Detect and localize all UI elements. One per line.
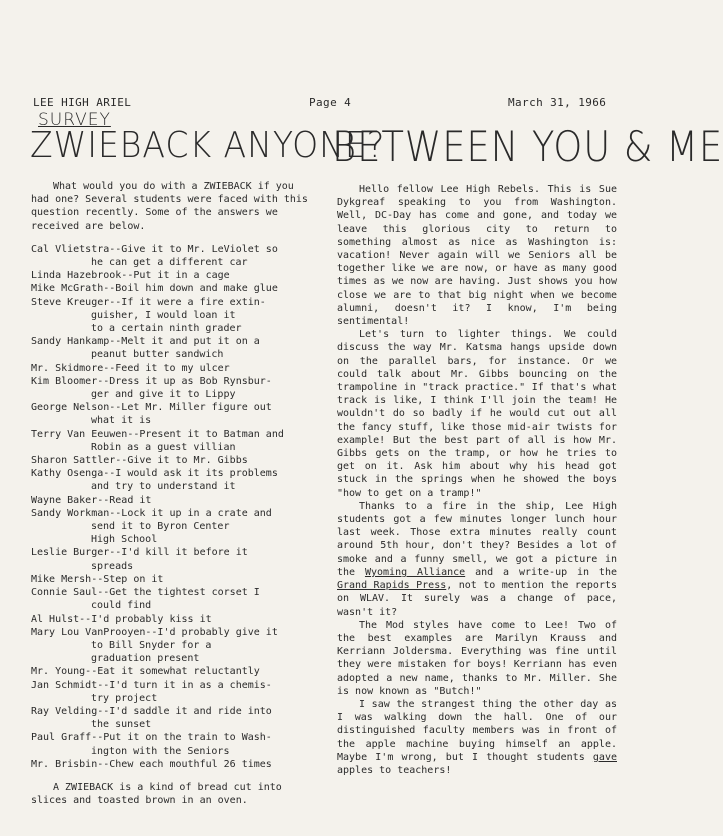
- p3-text-b: and a write-up in the: [465, 566, 617, 578]
- p3-text-c: , not to mention the reports on WLAV. It surely was a change of pace, wasn't it?: [337, 580, 618, 618]
- survey-answer-line: Terry Van Eeuwen--Present it to Batman and: [31, 428, 284, 440]
- survey-answer-continuation: could find: [91, 600, 152, 612]
- survey-answers: [31, 243, 311, 771]
- survey-answer-continuation: what it is: [91, 415, 152, 427]
- survey-answer: [31, 758, 311, 771]
- survey-answer-line: Jan Schmidt--I'd turn it in as a chemis-: [31, 679, 272, 691]
- survey-answer-line: Mary Lou VanProoyen--I'd probably give it: [31, 626, 278, 638]
- survey-answer-line: Linda Hazebrook--Put it in a cage: [31, 270, 230, 282]
- survey-answer: [31, 335, 311, 361]
- survey-answer-line: Leslie Burger--I'd kill it before it: [31, 547, 248, 559]
- survey-answer-continuation: graduation present: [91, 653, 200, 665]
- survey-answer-line: Mike Mersh--Step on it: [31, 573, 164, 585]
- wyoming-alliance-title: Wyoming Alliance: [364, 566, 466, 578]
- survey-answer-continuation: spreads: [91, 560, 134, 572]
- survey-kicker: SURVEY: [38, 110, 111, 130]
- survey-answer: [31, 282, 311, 295]
- article-paragraph-4: The Mod styles have come to Lee! Two of the best examples are Marilyn Krauss and Kerriann Joldersma. Everything was fine until they were mistaken for boys! Kerriann has even adopted a new name, thanks to Mr. Miller. She is now known as "Butch!": [337, 619, 617, 697]
- survey-answer-line: Sandy Workman--Lock it up in a crate and: [31, 507, 272, 519]
- survey-answer-line: Mr. Young--Eat it somewhat reluctantly: [31, 666, 260, 678]
- survey-answer: [31, 494, 311, 507]
- survey-answer-line: Mr. Skidmore--Feed it to my ulcer: [31, 362, 230, 374]
- survey-answer-line: Sandy Hankamp--Melt it and put it on a: [31, 336, 260, 348]
- survey-answer-line: George Nelson--Let Mr. Miller figure out: [31, 402, 272, 414]
- survey-answer-continuation: the sunset: [91, 719, 152, 731]
- p5-emphasis: gave: [592, 751, 617, 763]
- masthead-title: LEE HIGH ARIEL: [33, 96, 132, 109]
- survey-answer: [31, 296, 311, 336]
- survey-answer: [31, 269, 311, 282]
- survey-answer-continuation: Robin as a guest villian: [91, 441, 236, 453]
- survey-answer-line: Steve Kreuger--If it were a fire extin-: [31, 296, 266, 308]
- survey-answer: [31, 665, 311, 678]
- left-headline: ZWIEBACK ANYONE?: [30, 125, 386, 166]
- right-headline: BETWEEN YOU & ME: [332, 122, 723, 171]
- survey-answer-continuation: ger and give it to Lippy: [91, 389, 236, 401]
- survey-answer: [31, 507, 311, 547]
- survey-answer: [31, 731, 311, 757]
- survey-answer-line: Cal Vlietstra--Give it to Mr. LeViolet so: [31, 243, 278, 255]
- survey-answer: [31, 401, 311, 427]
- survey-answer-line: Mike McGrath--Boil him down and make glue: [31, 283, 278, 295]
- survey-answer-continuation: High School: [91, 534, 158, 546]
- grand-rapids-press-title: Grand Rapids Press: [337, 580, 447, 592]
- survey-answer-line: Connie Saul--Get the tightest corset I: [31, 587, 260, 599]
- article-paragraph-3: [337, 500, 617, 619]
- survey-answer-continuation: and try to understand it: [91, 481, 236, 493]
- survey-answer: [31, 705, 311, 731]
- survey-answer-continuation: to Bill Snyder for a: [91, 639, 212, 651]
- survey-column: [31, 180, 311, 807]
- survey-answer-continuation: to a certain ninth grader: [91, 323, 242, 335]
- article-paragraph-1: Hello fellow Lee High Rebels. This is Sue Dykgreaf speaking to you from Washington. Well, DC-Day has come and gone, and today we leave this glorious city to return to something almost as nice as Washington is: vacation! Never again will we Seniors all be together like we are now, or have as many good times as we now are having. Just shows you how close we are to that big night when we become alumni, doesn't it? I know, I'm being sentimental!: [337, 184, 617, 328]
- column-article: [337, 183, 617, 777]
- survey-answer: [31, 467, 311, 493]
- survey-answer-continuation: guisher, I would loan it: [91, 309, 236, 321]
- survey-answer-continuation: ington with the Seniors: [91, 745, 230, 757]
- survey-answer: [31, 362, 311, 375]
- survey-answer: [31, 428, 311, 454]
- p5-text-b: apples to teachers!: [337, 764, 452, 776]
- survey-answer: [31, 613, 311, 626]
- survey-answer: [31, 243, 311, 269]
- survey-answer: [31, 573, 311, 586]
- survey-answer: [31, 375, 311, 401]
- survey-answer: [31, 679, 311, 705]
- survey-answer-continuation: try project: [91, 692, 158, 704]
- survey-answer-line: Wayne Baker--Read it: [31, 494, 152, 506]
- survey-answer-line: Al Hulst--I'd probably kiss it: [31, 613, 212, 625]
- survey-footnote: A ZWIEBACK is a kind of bread cut into slices and toasted brown in an oven.: [31, 781, 282, 807]
- article-paragraph-2: Let's turn to lighter things. We could discuss the way Mr. Katsma hangs upside down on the parallel bars, for instance. Or we could talk about Mr. Gibbs bouncing on the trampoline in "track practice." If that's what track is like, I think I'll join the team! He wouldn't do so badly if he would cut out all the fancy stuff, like those mid-air twists for example! But the best part of all is how Mr. Gibbs gets on the tramp, or how he tries to get on it. Ask him about why his head got stuck in the springs when he showed the boys "how to get on a tramp!": [337, 329, 617, 499]
- survey-answer-continuation: send it to Byron Center: [91, 521, 230, 533]
- survey-answer: [31, 454, 311, 467]
- page-number: Page 4: [309, 96, 352, 109]
- survey-intro: What would you do with a ZWIEBACK if you had one? Several students were faced with this question recently. Some of the answers we received are below.: [31, 181, 308, 232]
- survey-answer-continuation: peanut butter sandwich: [91, 349, 224, 361]
- article-paragraph-5: [337, 698, 617, 777]
- p5-text-a: I saw the strangest thing the other day as I was walking down the hall. One of our distinguished faculty members was in front of the apple machine buying himself an apple. Maybe I'm wrong, but I thought students: [337, 698, 617, 763]
- survey-answer: [31, 626, 311, 666]
- survey-answer-line: Kathy Osenga--I would ask it its problems: [31, 468, 278, 480]
- p3-text-a: Thanks to a fire in the ship, Lee High students got a few minutes longer lunch hour last week. Those extra minutes really count around 5th hour, don't they? Besides a lot of smoke and a funny smell, we got a picture in the: [337, 500, 617, 578]
- survey-answer-line: Mr. Brisbin--Chew each mouthful 26 times: [31, 758, 272, 770]
- survey-answer-line: Kim Bloomer--Dress it up as Bob Rynsbur-: [31, 375, 272, 387]
- survey-answer-line: Paul Graff--Put it on the train to Wash-: [31, 732, 272, 744]
- issue-date: March 31, 1966: [508, 96, 607, 109]
- survey-answer: [31, 586, 311, 612]
- survey-answer-continuation: he can get a different car: [91, 257, 248, 269]
- survey-answer-line: Sharon Sattler--Give it to Mr. Gibbs: [31, 455, 248, 467]
- survey-answer-line: Ray Velding--I'd saddle it and ride into: [31, 705, 272, 717]
- survey-answer: [31, 546, 311, 572]
